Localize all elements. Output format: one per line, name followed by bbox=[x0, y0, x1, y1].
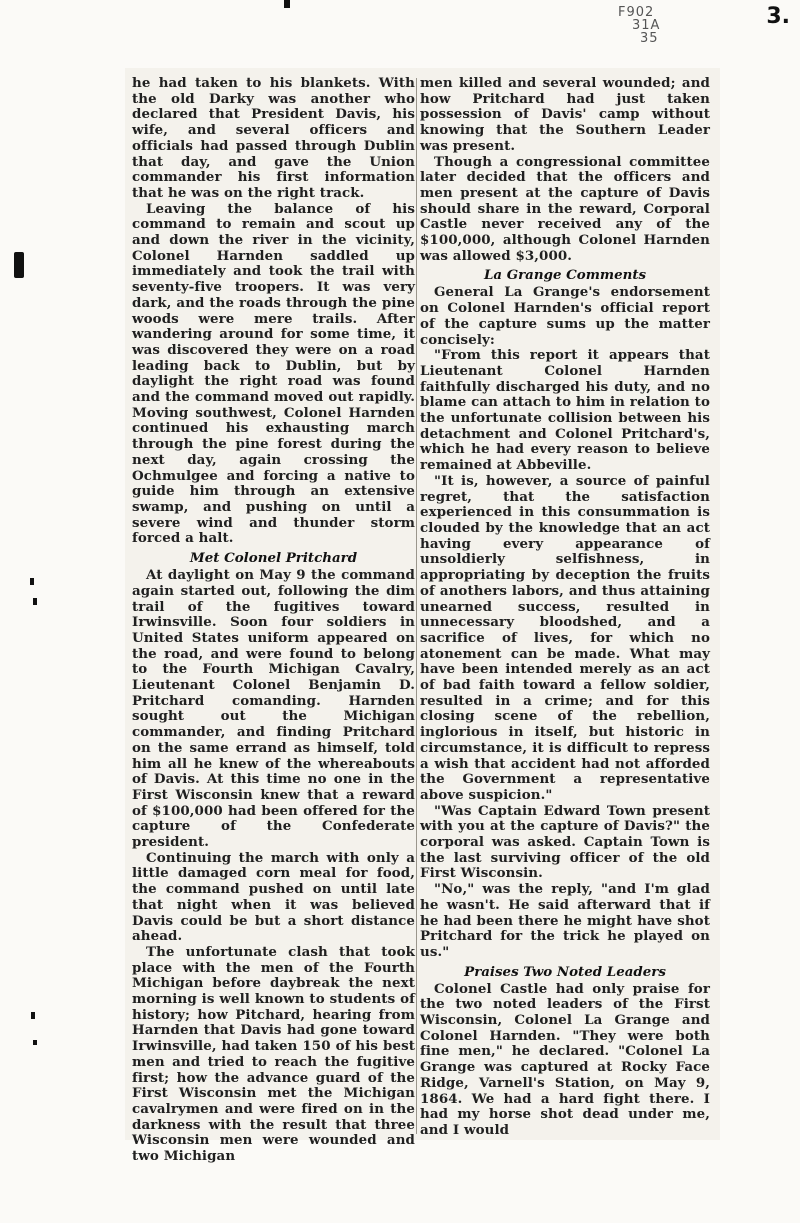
margin-dot bbox=[30, 578, 34, 585]
top-edge-mark bbox=[284, 0, 290, 8]
paragraph: he had taken to his blankets. With the old Darky was another who declared that President Davis, his wife, and several officers and officials had passed through Dublin that day, and gave the Union commander his first information that he was on the right track. bbox=[132, 75, 415, 201]
paragraph: General La Grange's endorsement on Colonel Harnden's official report of the capture sums up the matter concisely: bbox=[420, 284, 710, 348]
paragraph: The unfortunate clash that took place with the men of the Fourth Michigan before daybreak the next morning is well known to students of history; how Pitchard, hearing from Harnden that Davis had gone toward Irwinsville, had taken 150 of his best men and tried to reach the fugitive first; how the advance guard of the First Wisconsin met the Michigan cavalrymen and were fired on in the darkness with the result that three Wisconsin men were wounded and two Michigan bbox=[132, 943, 415, 1165]
paragraph: "From this report it appears that Lieutenant Colonel Harnden faithfully discharged his duty, and no blame can attach to him in relation to the unfortunate collision between his detachment and Colonel Pritchard's, which he had every reason to believe remained at Abbeville. bbox=[420, 347, 710, 474]
margin-dot bbox=[33, 598, 37, 605]
paragraph: Colonel Castle had only praise for the two noted leaders of the First Wisconsin, Colonel La Grange and Colonel Harnden. "They were both fine men," he declared. "Colonel La Grange was captured at Rocky Face Ridge, Varnell's Station, on May 9, 1864. We had a hard fight there. I had my horse shot dead under me, and I would bbox=[420, 980, 710, 1138]
paragraph: men killed and several wounded; and how Pritchard had just taken possession of Davis' camp without knowing that the Southern Leader was present. bbox=[420, 75, 710, 154]
page-number: 3. bbox=[766, 4, 790, 29]
paragraph: Though a congressional committee later decided that the officers and men present at the capture of Davis should share in the reward, Corporal Castle never received any of the $100,000, although Colonel Harnden was allowed $3,000. bbox=[420, 153, 710, 264]
archive-code-line-1: F902 bbox=[618, 5, 655, 20]
paragraph: At daylight on May 9 the command again started out, following the dim trail of the fugitives toward Irwinsville. Soon four soldiers in United States uniform appeared on the road, and were found to belong to the Fourth Michigan Cavalry, Lieutenant Colonel Benjamin D. Pritchard comanding. Harnden sought out the Michigan commander, and finding Pritchard on the same errand as himself, told him all he knew of the whereabouts of Davis. At this time no one in the First Wisconsin knew that a reward of $100,000 had been offered for the capture of the Confederate president. bbox=[132, 567, 415, 851]
binding-mark bbox=[14, 252, 24, 278]
column-divider bbox=[416, 78, 417, 1134]
margin-dot bbox=[31, 1012, 35, 1019]
subheading-praises-two-noted-leaders: Praises Two Noted Leaders bbox=[464, 963, 666, 980]
subheading-la-grange-comments: La Grange Comments bbox=[483, 267, 647, 284]
margin-dot bbox=[33, 1040, 37, 1045]
paragraph: Continuing the march with only a little damaged corn meal for food, the command pushed on until late that night when it was believed Davis could be but a short distance ahead. bbox=[132, 849, 415, 945]
paragraph: "No," was the reply, "and I'm glad he wasn't. He said afterward that if he had been there he might have shot Pritchard for the trick he played on us." bbox=[420, 881, 710, 960]
archive-code-note bbox=[618, 6, 660, 45]
paragraph: "It is, however, a source of painful regret, that the satisfaction experienced in this consummation is clouded by the knowledge that an act having every appearance of unsoldierly selfishness, in appropriating by deception the fruits of anothers labors, and thus attaining unearned success, resulted in unnecessary bloodshed, and a sacrifice of lives, for which no atonement can be made. What may have been intended merely as an act of bad faith toward a fellow soldier, resulted in a crime; and for this closing scene of the rebellion, inglorious in itself, but historic in circumstance, it is difficult to repress a wish that accident had not afforded the Government a representative above suspicion." bbox=[420, 472, 710, 803]
paragraph: "Was Captain Edward Town present with you at the capture of Davis?" the corporal was asked. Captain Town is the last surviving officer of the old First Wisconsin. bbox=[420, 802, 710, 882]
archive-code-line-2: 31A bbox=[632, 18, 661, 33]
right-column bbox=[420, 76, 710, 1139]
paragraph: Leaving the balance of his command to remain and scout up and down the river in the vicinity, Colonel Harnden saddled up immediately and took the trail with seventy-five troopers. It was very dark, and the roads through the pine woods were mere trails. After wandering around for some time, it was discovered they were on a road leading back to Dublin, but by daylight the right road was found and the command moved out rapidly. Moving southwest, Colonel Harnden continued his exhausting march through the pine forest during the next day, again crossing the Ochmulgee and forcing a native to guide him through an extensive swamp, and pushing on until a severe wind and thunder storm forced a halt. bbox=[132, 200, 415, 547]
subheading-met-colonel-pritchard: Met Colonel Pritchard bbox=[189, 550, 358, 567]
archive-code-line-3: 35 bbox=[640, 31, 659, 46]
left-column bbox=[132, 76, 415, 1165]
